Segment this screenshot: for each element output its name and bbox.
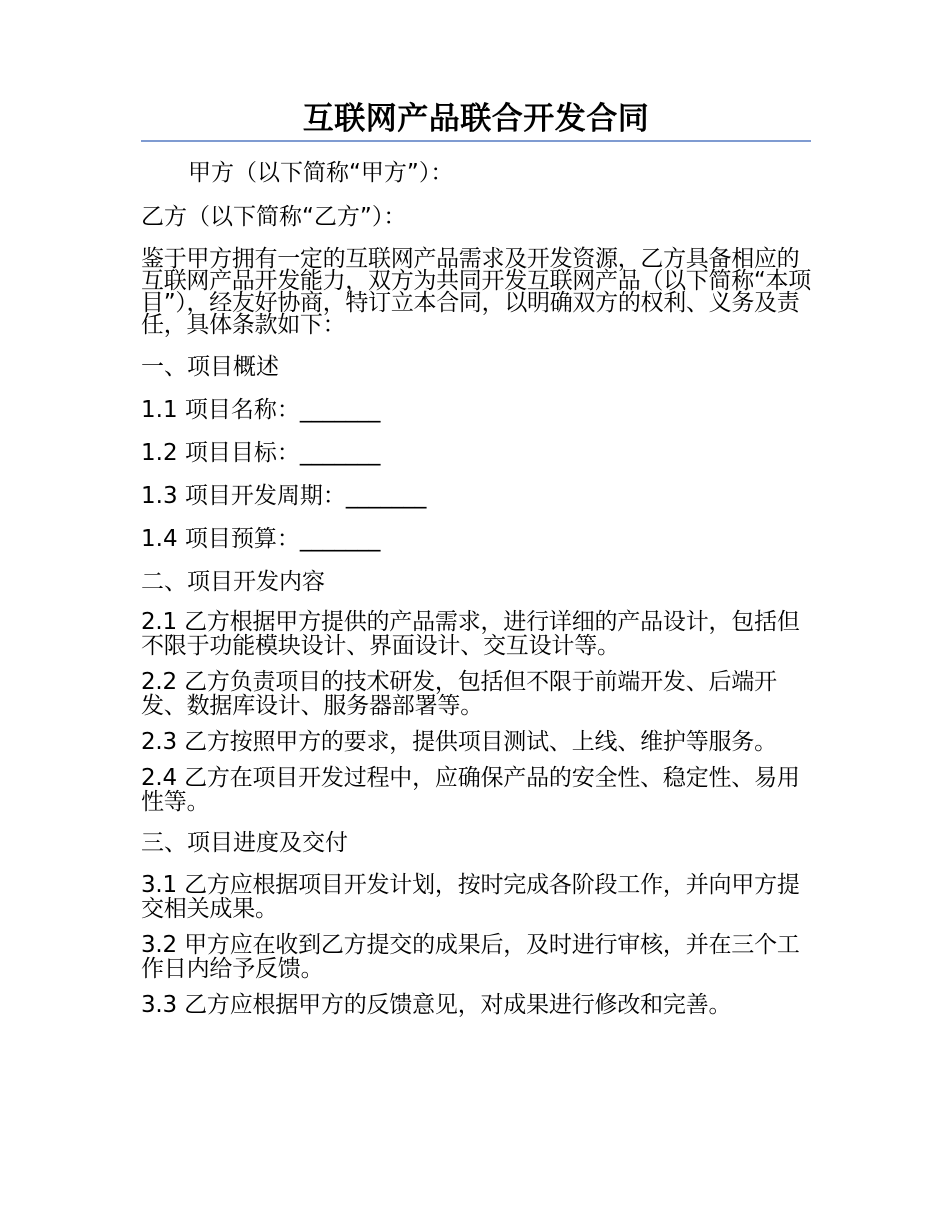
item-1-1: 1.1 项目名称：_______ [141,397,381,423]
party-a-line: 甲方（以下简称“甲方”）： [188,160,454,186]
section-3-heading: 三、项目进度及交付 [141,830,348,856]
section-2-heading: 二、项目开发内容 [141,569,325,595]
document-title: 互联网产品联合开发合同 [141,100,811,142]
item-2-2: 2.2 乙方负责项目的技术研发，包括但不限于前端开发、后端开发、数据库设计、服务器部署等。 [141,669,777,719]
item-2-1: 2.1 乙方根据甲方提供的产品需求，进行详细的产品设计，包括但不限于功能模块设计、界面设计、交互设计等。 [141,609,800,659]
section-1-heading: 一、项目概述 [141,354,279,380]
item-1-2: 1.2 项目目标：_______ [141,440,381,466]
item-3-2: 3.2 甲方应在收到乙方提交的成果后，及时进行审核，并在三个工作日内给予反馈。 [141,932,800,982]
item-3-1: 3.1 乙方应根据项目开发计划，按时完成各阶段工作，并向甲方提交相关成果。 [141,872,800,922]
item-3-3: 3.3 乙方应根据甲方的反馈意见，对成果进行修改和完善。 [141,992,732,1018]
item-1-4: 1.4 项目预算：_______ [141,526,381,552]
document-content [141,100,811,1017]
item-1-3: 1.3 项目开发周期：_______ [141,483,427,509]
item-2-3: 2.3 乙方按照甲方的要求，提供项目测试、上线、维护等服务。 [141,729,777,755]
intro-paragraph: 鉴于甲方拥有一定的互联网产品需求及开发资源，乙方具备相应的互联网产品开发能力，双方为共同开发互联网产品（以下简称“本项目”），经友好协商，特订立本合同，以明确双方的权利、义务及责任，具体条款如下： [141,246,811,338]
party-b-line: 乙方（以下简称“乙方”）： [141,204,407,230]
item-2-4: 2.4 乙方在项目开发过程中，应确保产品的安全性、稳定性、易用性等。 [141,765,800,815]
